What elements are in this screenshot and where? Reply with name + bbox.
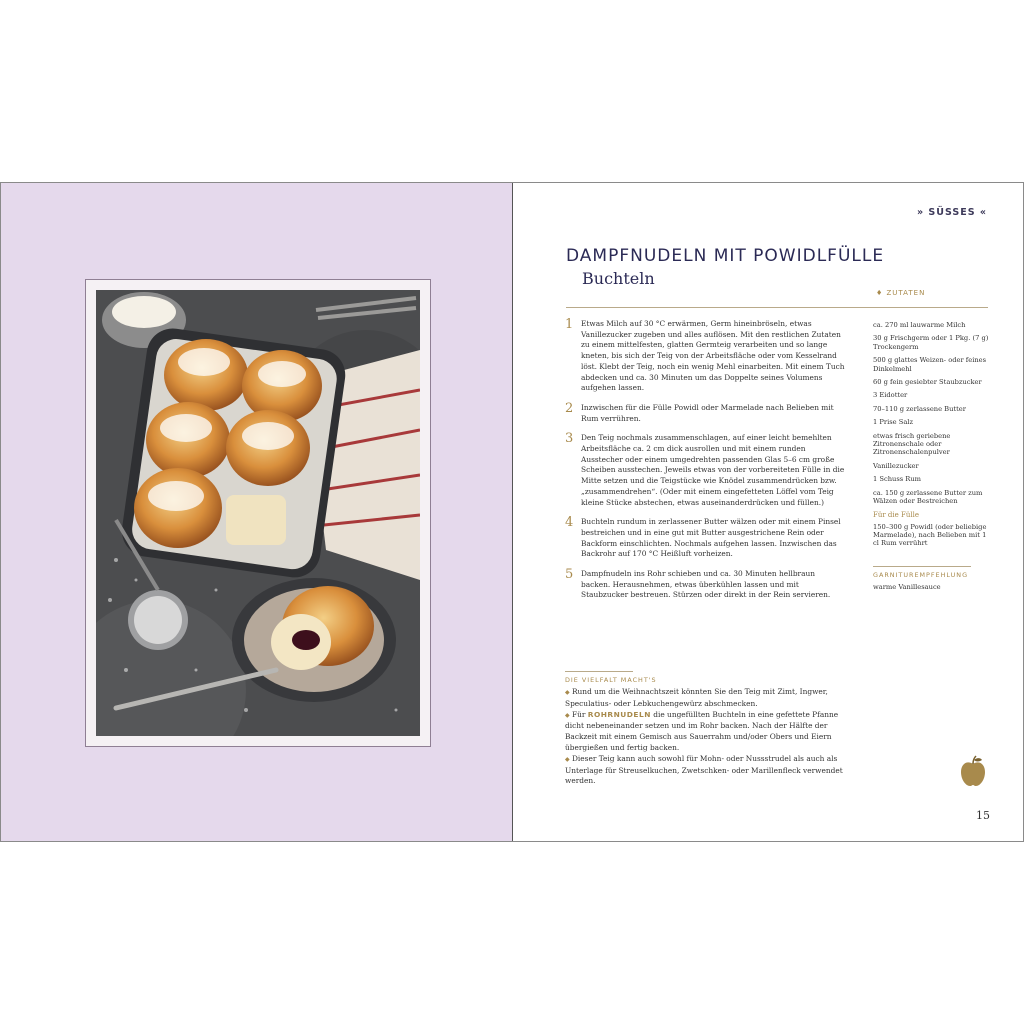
step-text: Dampfnudeln ins Rohr schieben und ca. 30 Minuten hellbraun backen. Herausnehmen, etwas überkühlen lassen und mit Staubzucker bestreuen. Stürzen oder direkt in der Rein servieren. <box>581 569 831 600</box>
title-divider <box>566 307 988 308</box>
recipe-title: DAMPFNUDELN MIT POWIDLFÜLLE <box>566 246 885 266</box>
step-text: Den Teig nochmals zusammenschlagen, auf einer leicht bemehlten Arbeitsfläche ca. 2 cm dick ausrollen und mit einem runden Ausstecher oder einem umgedrehten passenden Glas 5–6 cm große Scheiben ausstechen. Jeweils etwas von der vorbereiteten Fülle in die Mitte setzen und die Teigstücke wie Knödel zusammendrücken bzw. „zusammendrehen“. (Oder mit einem eingefetteten Löffel vom Teig kleine Stücke abstechen, etwas auseinanderdrücken und füllen.) <box>581 433 845 507</box>
ingredients-heading: ♦ ZUTATEN <box>876 289 926 297</box>
variety-tip-1 <box>565 687 855 710</box>
tip-text: die ungefüllten Buchteln in eine gefettete Pfanne dicht nebeneinander setzen und im Rohr backen. Nach der Hälfte der Backzeit mit einem Gemisch aus Sauerrahm und/oder Obers und Eiern übergießen und fertig backen. <box>565 709 839 752</box>
step-4 <box>565 517 845 560</box>
step-number: 1 <box>565 317 574 332</box>
garnish-item: warme Vanillesauce <box>873 582 941 591</box>
ingredient-item: 60 g fein gesiebter Staubzucker <box>873 378 982 387</box>
tip-text: Für <box>571 709 588 719</box>
ingredient-item: ca. 270 ml lauwarme Milch <box>873 321 966 329</box>
variety-box <box>565 671 855 787</box>
step-text: Buchteln rundum in zerlassener Butter wälzen oder mit einem Pinsel bestreichen und in eine gut mit Butter ausgestrichene Rein oder Backform einschlichten. Nochmals aufgehen lassen. Inzwischen das Backrohr auf 170 °C Heißluft vorheizen. <box>581 517 841 559</box>
step-text: Etwas Milch auf 30 °C erwärmen, Germ hineinbröseln, etwas Vanillezucker zugeben und alles auflösen. Mit den restlichen Zutaten zu einem mittelfesten, glatten Germteig verarbeiten und so lange kneten, bis sich der Teig von der Arbeitsfläche oder vom Kesselrand löst. Klebt der Teig, noch ein wenig Mehl einarbeiten. Mit einem Tuch abdecken und ca. 30 Minuten um das Doppelte seines Volumens aufgehen lassen. <box>581 319 845 393</box>
tip-text: Rund um die Weihnachtszeit könnten Sie den Teig mit Zimt, Ingwer, Speculatius- oder Lebkuchengewürz abschmecken. <box>565 687 828 708</box>
step-number: 2 <box>565 400 574 416</box>
step-1 <box>565 319 845 394</box>
step-number: 4 <box>565 515 574 531</box>
ingredient-item: 3 Eidotter <box>873 391 908 400</box>
variety-heading: DIE VIELFALT MACHT'S <box>565 676 657 684</box>
right-page <box>513 183 1023 841</box>
step-3 <box>565 433 845 508</box>
tip-highlight: ROHRNUDELN <box>587 709 651 719</box>
garnish-heading: GARNITUREMPFEHLUNG <box>873 570 969 579</box>
left-page <box>1 183 513 841</box>
ingredient-item: etwas frisch geriebene Zitronenschale oder Zitronenschalenpulver <box>873 431 951 457</box>
tip-text: Dieser Teig kann auch sowohl für Mohn- oder Nussstrudel als auch als Unterlage für Streuselkuchen, Zwetschken- oder Marillenfleck verwendet werden. <box>565 753 843 786</box>
diamond-bullet-icon: ◆ <box>565 689 570 696</box>
ingredient-item: 70–110 g zerlassene Butter <box>873 404 966 413</box>
book-spread <box>0 182 1024 842</box>
ingredient-item: 30 g Frischgerm oder 1 Pkg. (7 g) Trockengerm <box>873 334 989 351</box>
filling-heading: Für die Fülle <box>873 510 920 519</box>
variety-tip-3 <box>565 754 855 787</box>
page-number: 15 <box>976 809 990 822</box>
ingredients-list <box>873 321 991 596</box>
food-photo <box>96 290 420 736</box>
step-5 <box>565 569 845 601</box>
step-number: 3 <box>565 431 574 447</box>
step-2 <box>565 400 845 424</box>
diamond-bullet-icon: ◆ <box>565 711 570 719</box>
variety-tip-2 <box>565 710 855 754</box>
photo-frame <box>85 279 431 747</box>
recipe-subtitle: Buchteln <box>582 269 655 288</box>
garnish-divider <box>873 566 971 567</box>
filling-item: 150–300 g Powidl (oder beliebige Marmelade), nach Belieben mit 1 cl Rum verrührt <box>873 522 987 548</box>
step-number: 5 <box>565 567 574 583</box>
section-tag: » SÜSSES « <box>916 207 987 218</box>
variety-divider <box>565 671 633 672</box>
ingredient-item: 1 Prise Salz <box>873 418 913 427</box>
step-text: Inzwischen für die Fülle Powidl oder Marmelade nach Belieben mit Rum verrühren. <box>581 402 834 423</box>
ingredient-item: Vanillezucker <box>873 461 919 470</box>
ingredient-item: ca. 150 g zerlassene Butter zum Wälzen oder Bestreichen <box>873 488 983 506</box>
ingredient-item: 500 g glattes Weizen- oder feines Dinkelmehl <box>873 356 987 373</box>
method-steps <box>565 319 845 610</box>
apple-icon <box>960 755 986 787</box>
ingredient-item: 1 Schuss Rum <box>873 475 921 484</box>
diamond-bullet-icon: ◆ <box>565 755 570 763</box>
